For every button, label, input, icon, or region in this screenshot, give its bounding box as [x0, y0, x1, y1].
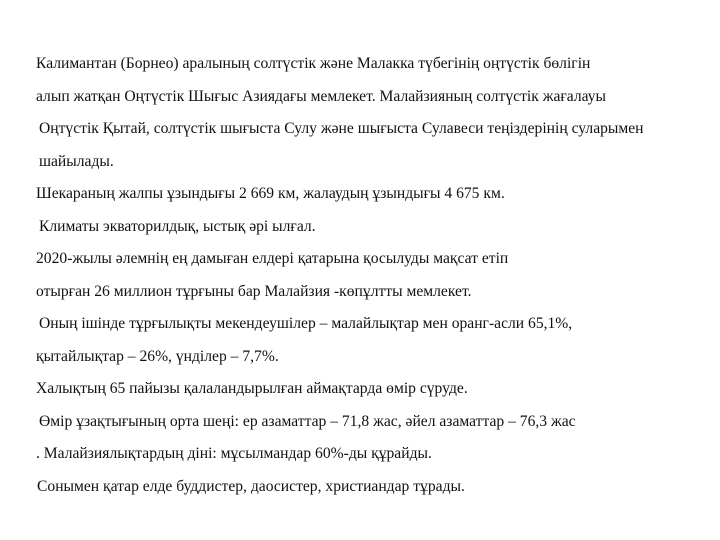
text-line-11: Халықтың 65 пайызы қалаландырылған аймақтарда өмір сүруде.	[36, 380, 468, 397]
text-line-8: отырған 26 миллион тұрғыны бар Малайзия -көпұлтты мемлекет.	[36, 282, 472, 300]
text-line-6: Климаты экваторилдық, ыстық әрі ылғал.	[39, 217, 316, 235]
text-line-12: Өмір ұзақтығының орта шеңі: ер азаматтар – 71,8 жас, әйел азаматтар – 76,3 жас	[39, 412, 576, 430]
text-line-10: қытайлықтар – 26%, үнділер – 7,7%.	[36, 347, 279, 365]
text-line-7: 2020-жылы әлемнің ең дамыған елдері қатарына қосылуды мақсат етіп	[36, 250, 509, 267]
text-line-9: Оның ішінде тұрғылықты мекендеушілер – малайлықтар мен оранг-асли 65,1%,	[39, 315, 573, 332]
text-line-14: Сонымен қатар елде буддистер, даосистер, христиандар тұрады.	[37, 477, 465, 495]
text-line-13: . Малайзиялықтардың діні: мұсылмандар 60%-ды құрайды.	[36, 445, 432, 462]
text-block	[0, 48, 720, 503]
text-line-3: Оңтүстік Қытай, солтүстік шығыста Сулу және шығыста Сулавеси теңіздерінің суларымен	[39, 120, 644, 137]
text-line-4: шайылады.	[39, 152, 114, 170]
text-line-1: Калимантан (Борнео) аралының солтүстік және Малакка түбегінің оңтүстік бөлігін	[36, 55, 591, 72]
text-line-2: алып жатқан Оңтүстік Шығыс Азиядағы мемлекет. Малайзияның солтүстік жағалауы	[36, 87, 607, 105]
text-line-5: Шекараның жалпы ұзындығы 2 669 км, жалаудың ұзындығы 4 675 км.	[36, 185, 505, 202]
